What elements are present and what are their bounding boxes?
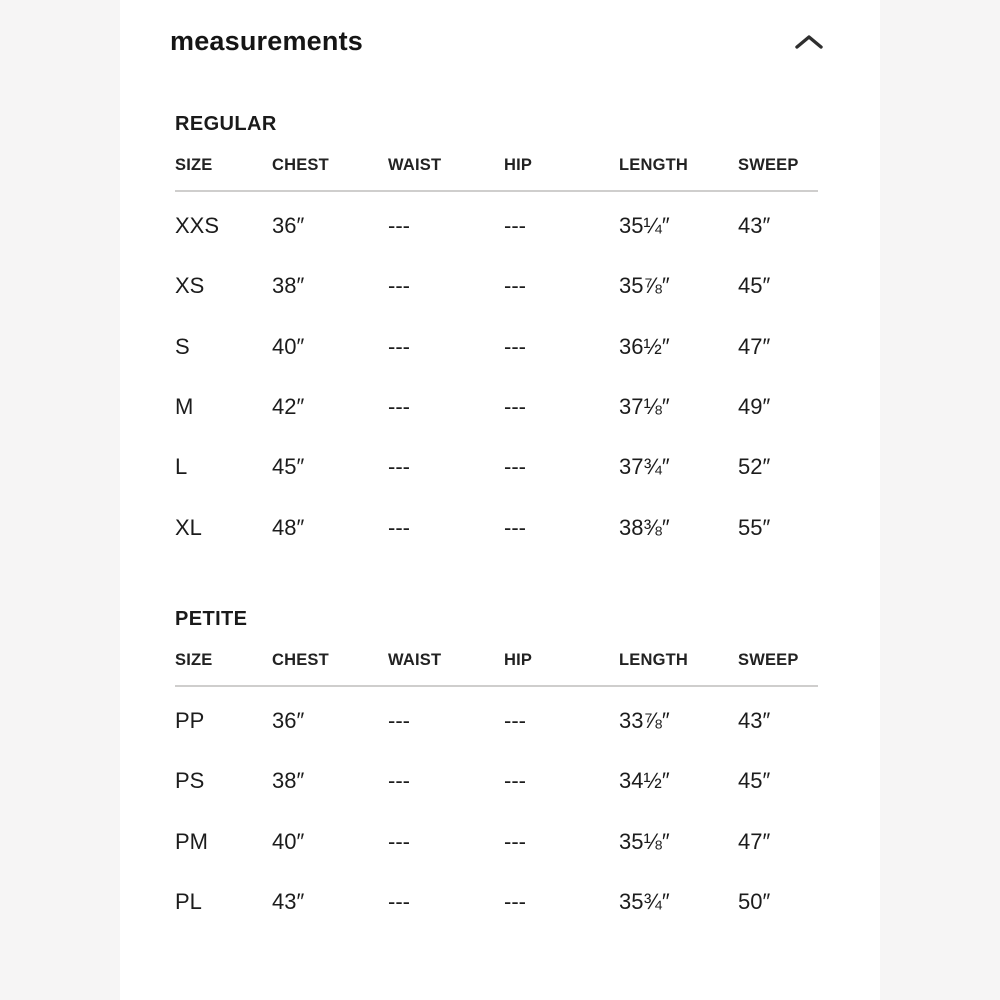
column-header: LENGTH <box>619 650 689 669</box>
value-cell: --- <box>504 273 526 299</box>
value-cell: --- <box>388 333 410 359</box>
value-cell: --- <box>504 454 526 480</box>
column-header: CHEST <box>272 156 329 174</box>
table-header-row <box>175 156 818 192</box>
size-cell: PL <box>175 888 202 914</box>
value-cell: 37¾″ <box>619 454 670 480</box>
table-row <box>175 691 818 751</box>
column-header: HIP <box>504 650 533 669</box>
chevron-up-icon <box>794 34 824 50</box>
value-cell: --- <box>504 394 526 420</box>
collapse-button[interactable] <box>790 30 828 54</box>
value-cell: 47″ <box>738 333 771 359</box>
size-cell: PP <box>175 707 205 733</box>
value-cell: 35⅞″ <box>619 273 670 299</box>
table-body <box>175 192 818 558</box>
value-cell: 35¼″ <box>619 213 670 239</box>
value-cell: 37⅛″ <box>619 394 670 420</box>
value-cell: 43″ <box>738 707 771 733</box>
value-cell: 52″ <box>738 454 771 480</box>
size-tables <box>120 113 880 932</box>
value-cell: --- <box>388 707 410 733</box>
table-header-row <box>175 651 818 687</box>
value-cell: --- <box>504 333 526 359</box>
size-cell: PS <box>175 768 205 794</box>
size-cell: XXS <box>175 213 220 239</box>
value-cell: 48″ <box>272 514 305 540</box>
value-cell: 38″ <box>272 768 305 794</box>
table-row <box>175 317 818 377</box>
value-cell: --- <box>388 768 410 794</box>
value-cell: 35¾″ <box>619 888 670 914</box>
value-cell: --- <box>388 828 410 854</box>
panel-title: measurements <box>170 26 363 56</box>
value-cell: 45″ <box>738 273 771 299</box>
column-header: CHEST <box>272 650 329 669</box>
size-cell: L <box>175 454 188 480</box>
section-label: REGULAR <box>175 113 277 135</box>
value-cell: 50″ <box>738 888 771 914</box>
column-header: SWEEP <box>738 650 799 669</box>
table-body <box>175 687 818 932</box>
value-cell: --- <box>504 514 526 540</box>
value-cell: 33⅞″ <box>619 707 670 733</box>
value-cell: 42″ <box>272 394 305 420</box>
table-row <box>175 751 818 811</box>
table-row <box>175 196 818 256</box>
value-cell: 40″ <box>272 828 305 854</box>
table-row <box>175 377 818 437</box>
value-cell: 47″ <box>738 828 771 854</box>
value-cell: 36½″ <box>619 333 670 359</box>
value-cell: 55″ <box>738 514 771 540</box>
value-cell: --- <box>388 394 410 420</box>
table-row <box>175 872 818 932</box>
column-header: WAIST <box>388 650 442 669</box>
table-row <box>175 497 818 557</box>
value-cell: 43″ <box>738 213 771 239</box>
size-cell: S <box>175 333 190 359</box>
value-cell: --- <box>504 213 526 239</box>
value-cell: --- <box>388 888 410 914</box>
value-cell: 36″ <box>272 707 305 733</box>
value-cell: --- <box>388 273 410 299</box>
column-header: SIZE <box>175 650 213 669</box>
size-section <box>120 113 880 558</box>
size-cell: XL <box>175 514 202 540</box>
value-cell: --- <box>388 454 410 480</box>
panel-header <box>120 0 880 57</box>
section-label: PETITE <box>175 607 248 630</box>
value-cell: --- <box>388 514 410 540</box>
value-cell: 49″ <box>738 394 771 420</box>
value-cell: 45″ <box>272 454 305 480</box>
value-cell: --- <box>504 828 526 854</box>
size-section <box>120 608 880 932</box>
column-header: SWEEP <box>738 156 799 174</box>
value-cell: --- <box>504 888 526 914</box>
column-header: LENGTH <box>619 156 689 174</box>
column-header: SIZE <box>175 156 213 174</box>
value-cell: 40″ <box>272 333 305 359</box>
size-cell: M <box>175 394 194 420</box>
table-row <box>175 437 818 497</box>
value-cell: 34½″ <box>619 768 670 794</box>
value-cell: 38⅜″ <box>619 514 670 540</box>
column-header: WAIST <box>388 156 442 174</box>
value-cell: 45″ <box>738 768 771 794</box>
measurements-panel <box>120 0 880 1000</box>
column-header: HIP <box>504 156 533 174</box>
value-cell: --- <box>504 707 526 733</box>
value-cell: 38″ <box>272 273 305 299</box>
size-cell: PM <box>175 828 208 854</box>
value-cell: 43″ <box>272 888 305 914</box>
value-cell: --- <box>388 213 410 239</box>
table-row <box>175 811 818 871</box>
size-cell: XS <box>175 273 205 299</box>
value-cell: 36″ <box>272 213 305 239</box>
value-cell: 35⅛″ <box>619 828 670 854</box>
value-cell: --- <box>504 768 526 794</box>
table-row <box>175 256 818 316</box>
